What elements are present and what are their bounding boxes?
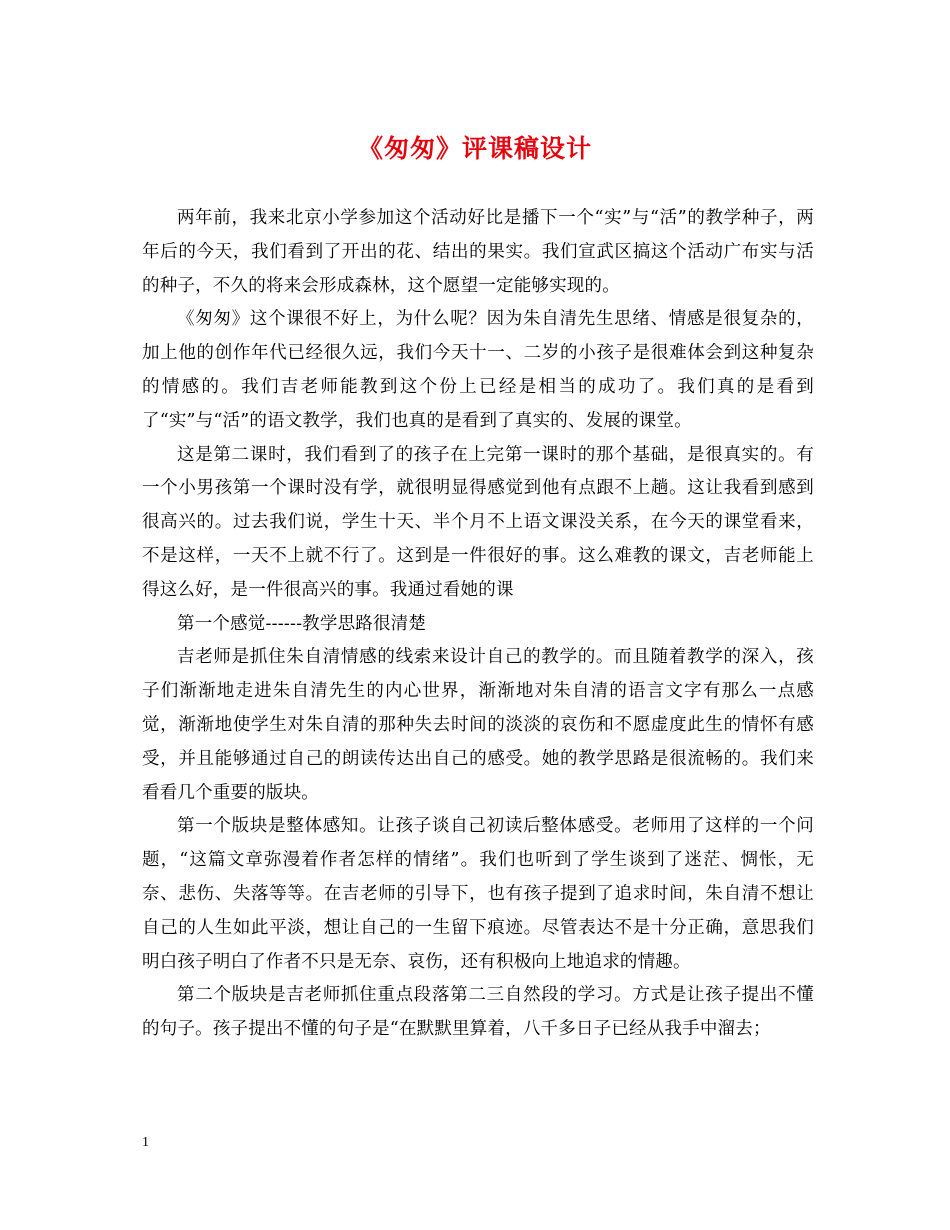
document-title: 《匆匆》评课稿设计 [357,134,592,163]
section-heading: 第一个感觉------教学思路很清楚 [177,613,427,634]
paragraph: 第二个版块是吉老师抓住重点段落第二三自然段的学习。方式是让孩子提出不懂的句子。孩子提出不懂的句子是“在默默里算着，八千多日子已经从我手中溜去； [142,985,814,1040]
paragraph: 这是第二课时，我们看到了的孩子在上完第一课时的那个基础，是很真实的。有一个小男孩第一个课时没有学，就很明显得感觉到他有点跟不上趟。这让我看到感到很高兴的。过去我们说，学生十天、半个月不上语文课没关系，在今天的课堂看来，不是这样，一天不上就不行了。这到是一件很好的事。这么难教的课文，吉老师能上得这么好，是一件很高兴的事。我通过看她的课 [142,444,814,600]
page-number: 1 [142,1135,149,1150]
document-body [142,202,814,1047]
paragraph: 两年前，我来北京小学参加这个活动好比是播下一个“实”与“活”的教学种子，两年后的今天，我们看到了开出的花、结出的果实。我们宣武区搞这个活动广布实与活的种子，不久的将来会形成森林，这个愿望一定能够实现的。 [142,208,814,296]
paragraph: 第一个版块是整体感知。让孩子谈自己初读后整体感受。老师用了这样的一个问题，“这篇文章弥漫着作者怎样的情绪”。我们也听到了学生谈到了迷茫、惆怅，无奈、悲伤、失落等等。在吉老师的引导下，也有孩子提到了追求时间，朱自清不想让自己的人生如此平淡，想让自己的一生留下痕迹。尽管表达不是十分正确，意思我们明白孩子明白了作者不只是无奈、哀伤，还有积极向上地追求的情趣。 [142,816,814,972]
paragraph: 《匆匆》这个课很不好上，为什么呢？因为朱自清先生思绪、情感是很复杂的，加上他的创作年代已经很久远，我们今天十一、二岁的小孩子是很难体会到这种复杂的情感的。我们吉老师能教到这个份上已经是相当的成功了。我们真的是看到了“实”与“活”的语文教学，我们也真的是看到了真实的、发展的课堂。 [142,309,814,431]
paragraph: 吉老师是抓住朱自清情感的线索来设计自己的教学的。而且随着教学的深入，孩子们渐渐地走进朱自清先生的内心世界，渐渐地对朱自清的语言文字有那么一点感觉，渐渐地使学生对朱自清的那种失去时间的淡淡的哀伤和不愿虚度此生的情怀有感受，并且能够通过自己的朗读传达出自己的感受。她的教学思路是很流畅的。我们来看看几个重要的版块。 [142,647,814,803]
